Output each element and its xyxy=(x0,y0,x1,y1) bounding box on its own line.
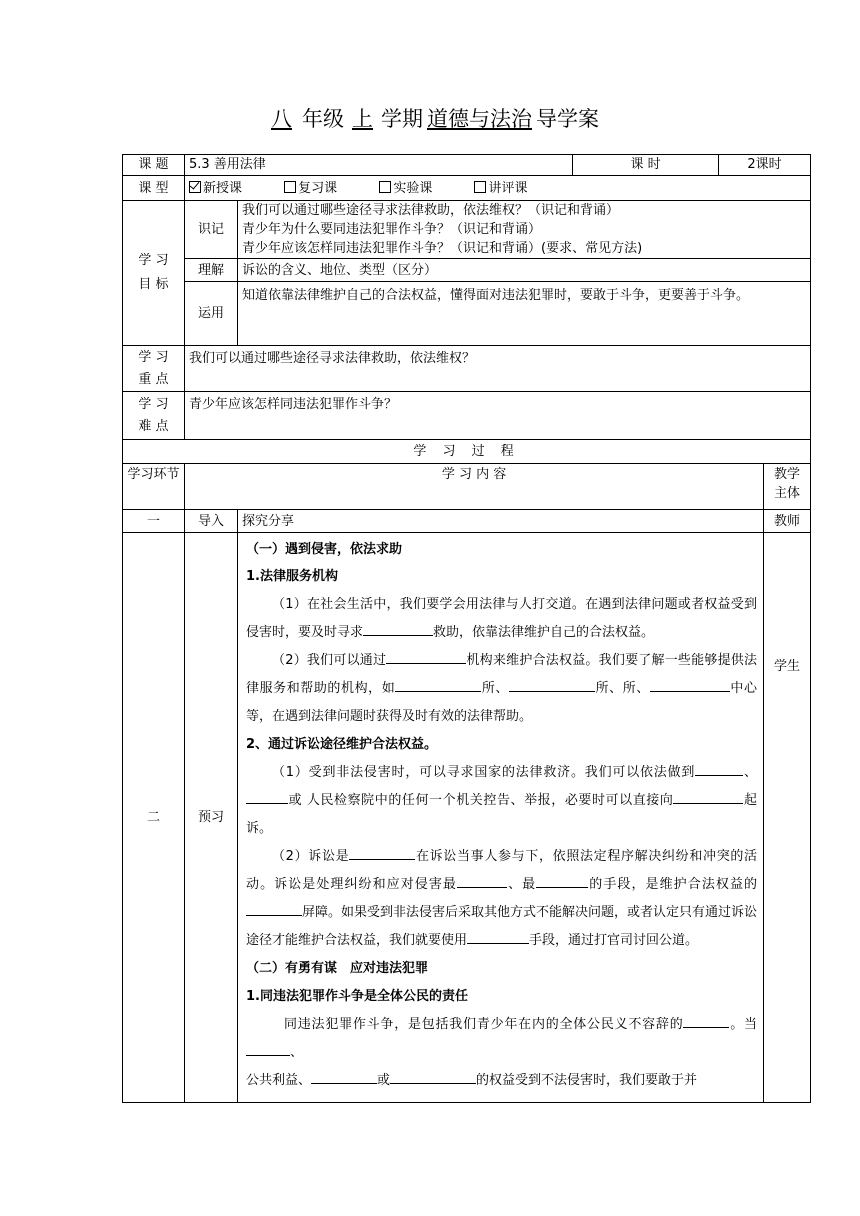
key-points-text: 我们可以通过哪些途径寻求法律救助，依法维权？ xyxy=(185,346,811,392)
difficulties-text: 青少年应该怎样同违法犯罪作斗争？ xyxy=(185,392,811,440)
text: 中心等，在遇到法律问题时获得及时有效的法律帮助。 xyxy=(246,681,758,724)
text: 或 xyxy=(377,1073,391,1088)
text: 的权益受到不法侵害时，我们要敢于并 xyxy=(476,1073,698,1088)
text: 屏障。如果受到非法侵害后采取其他方式不能解决问题，或者认定只有通过诉讼途径才能维护合法权益，我们就要使用 xyxy=(246,905,758,948)
memory-label: 识记 xyxy=(185,201,238,259)
fill-blank[interactable] xyxy=(536,873,588,888)
apply-text: 知道依靠法律维护自己的合法权益，懂得面对违法犯罪时，要敢于斗争，更要善于斗争。 xyxy=(238,282,811,346)
hours-label: 课 时 xyxy=(573,155,719,176)
text: （1）在社会生活中，我们要学会用法律与人打交道。在遇到法律问题或者权益受到侵害时，要及时寻求 xyxy=(246,597,758,640)
type-options xyxy=(185,176,811,201)
memory-item: 我们可以通过哪些途径寻求法律救助，依法维权？（识记和背诵） xyxy=(242,203,620,218)
text: 。当 xyxy=(729,1017,758,1032)
fill-blank[interactable] xyxy=(386,649,466,664)
text: 手段，通过打官司讨回公道。 xyxy=(529,933,699,948)
type-label: 课 型 xyxy=(123,176,185,201)
text: 机构来维护合法权益。我们要了解一些能够提供法律服务和帮助的机构，如 xyxy=(246,653,758,696)
row1-number: 一 xyxy=(123,510,185,533)
type-option-label: 新授课 xyxy=(203,180,243,196)
type-option-lab[interactable] xyxy=(379,179,432,198)
col-content-header: 学 习 内 容 xyxy=(185,464,764,510)
topic-label: 课 题 xyxy=(123,155,185,176)
text: 、 xyxy=(743,765,758,780)
page-title xyxy=(0,104,860,134)
fill-blank[interactable] xyxy=(509,677,595,692)
text: 在诉讼当事人参与下，依照法定程序解决纠纷和冲突的活动。诉讼是处理纠纷和应对侵害最 xyxy=(246,849,758,892)
fill-blank[interactable] xyxy=(349,845,415,860)
row2-content xyxy=(238,533,764,1103)
fill-blank[interactable] xyxy=(246,1041,290,1056)
hours-value: 2课时 xyxy=(719,155,811,176)
title-term-suffix: 学期 xyxy=(381,107,423,131)
fill-blank[interactable] xyxy=(395,677,481,692)
title-doc-type: 导学案 xyxy=(536,107,599,131)
checkbox-icon xyxy=(379,181,391,193)
section1-sub2: 2、通过诉讼途径维护合法权益。 xyxy=(246,737,438,752)
type-option-comment[interactable] xyxy=(474,179,527,198)
type-option-label: 复习课 xyxy=(298,180,338,196)
lesson-plan-table xyxy=(122,154,811,1103)
fill-blank[interactable] xyxy=(695,761,743,776)
text: 所、 xyxy=(481,681,509,696)
fill-blank[interactable] xyxy=(246,901,302,916)
paragraph-5 xyxy=(246,1011,757,1067)
title-term: 上 xyxy=(352,107,373,131)
apply-label: 运用 xyxy=(185,282,238,346)
memory-items xyxy=(238,201,811,259)
paragraph-2 xyxy=(246,647,757,731)
section2-title: （二）有勇有谋 应对违法犯罪 xyxy=(246,961,429,976)
memory-item: 青少年应该怎样同违法犯罪作斗争？（识记和背诵）(要求、常见方法) xyxy=(242,241,643,256)
understand-label: 理解 xyxy=(185,259,238,282)
difficulties-label: 学 习 难 点 xyxy=(123,392,185,440)
checkbox-icon xyxy=(284,181,296,193)
key-points-label: 学 习 重 点 xyxy=(123,346,185,392)
text: （2）我们可以通过 xyxy=(272,653,387,668)
fill-blank[interactable] xyxy=(673,789,743,804)
paragraph-4 xyxy=(246,843,757,955)
fill-blank[interactable] xyxy=(363,621,433,636)
process-title: 学 习 过 程 xyxy=(123,440,811,464)
title-subject: 道德与法治 xyxy=(427,107,532,131)
understand-text: 诉讼的含义、地位、类型（区分） xyxy=(238,259,811,282)
paragraph-1 xyxy=(246,591,757,647)
col-step-header: 学习环节 xyxy=(123,464,185,510)
title-grade-suffix: 年级 xyxy=(302,107,344,131)
goals-label: 学 习 目 标 xyxy=(123,201,185,346)
text: （1）受到非法侵害时，可以寻求国家的法律救济。我们可以依法做到 xyxy=(272,765,696,780)
fill-blank[interactable] xyxy=(311,1069,377,1084)
text: 的手段，是维护合法权益的 xyxy=(588,877,758,892)
row1-step: 导入 xyxy=(185,510,238,533)
section1-sub1: 1.法律服务机构 xyxy=(246,569,338,584)
type-option-review[interactable] xyxy=(284,179,337,198)
fill-blank[interactable] xyxy=(683,1013,729,1028)
fill-blank[interactable] xyxy=(650,677,730,692)
text: （2）诉讼是 xyxy=(272,849,350,864)
checkbox-checked-icon xyxy=(189,181,201,193)
row1-subject: 教师 xyxy=(764,510,811,533)
topic-value: 5.3 善用法律 xyxy=(185,155,573,176)
text: 救助，依靠法律维护自己的合法权益。 xyxy=(433,625,655,640)
type-option-new[interactable] xyxy=(189,179,242,198)
text: 、最 xyxy=(507,877,537,892)
title-grade: 八 xyxy=(271,107,292,131)
text: 起诉。 xyxy=(246,793,758,836)
text: 、 xyxy=(290,1045,304,1060)
fill-blank[interactable] xyxy=(457,873,507,888)
memory-item: 青少年为什么要同违法犯罪作斗争？（识记和背诵） xyxy=(242,222,542,237)
row2-subject: 学生 xyxy=(764,533,811,1103)
type-option-label: 讲评课 xyxy=(488,180,528,196)
row2-step: 预习 xyxy=(185,533,238,1103)
fill-blank[interactable] xyxy=(390,1069,476,1084)
text: 或 人民检察院中的任何一个机关控告、举报，必要时可以直接向 xyxy=(288,793,674,808)
type-option-label: 实验课 xyxy=(393,180,433,196)
paragraph-3 xyxy=(246,759,757,843)
paragraph-5-cont xyxy=(246,1067,757,1095)
text: 同违法犯罪作斗争，是包括我们青少年在内的全体公民义不容辞的 xyxy=(284,1017,684,1032)
section1-title: （一）遇到侵害，依法求助 xyxy=(246,542,403,557)
row1-content: 探究分享 xyxy=(238,510,764,533)
row2-number: 二 xyxy=(123,533,185,1103)
fill-blank[interactable] xyxy=(467,929,529,944)
section2-sub1: 1.同违法犯罪作斗争是全体公民的责任 xyxy=(246,989,468,1004)
text: 所、所、 xyxy=(595,681,650,696)
text: 公共利益、 xyxy=(246,1073,312,1088)
checkbox-icon xyxy=(474,181,486,193)
fill-blank[interactable] xyxy=(246,789,288,804)
col-subject-header: 教学主体 xyxy=(764,464,811,510)
